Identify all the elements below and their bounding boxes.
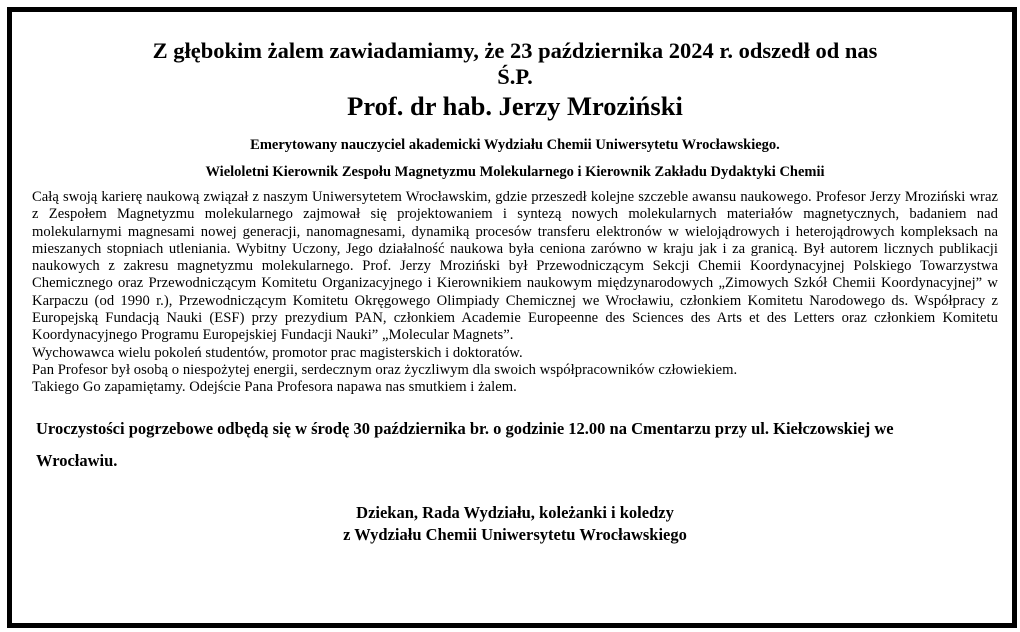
biography-paragraph-career: Całą swoją karierę naukową związał z naszym Uniwersytetem Wrocławskim, gdzie przeszedł kolejne szczeble awansu naukowego. Profesor Jerzy Mroziński wraz z Zespołem Magnetyzmu molekularnego zajmował się projektowaniem i syntezą nowych molekularnych materiałów magnetycznych, badaniem nad molekularnymi magnesami nowej generacji, nanomagnesami, dynamiką procesów transferu elektronów w wielojądrowych i heterojądrowych kompleksach na mieszanych stopniach utleniania. Wybitny Uczony, Jego działalność naukowa była ceniona zarówno w kraju jak i za granicą. Był autorem licznych publikacji naukowych z zakresu magnetyzmu molekularnego. Prof. Jerzy Mroziński był Przewodniczącym Sekcji Chemii Koordynacyjnej Polskiego Towarzystwa Chemicznego oraz Przewodniczącym Komitetu Organizacyjnego i Kierownikiem naukowym międzynarodowych „Zimowych Szkół Chemii Koordynacyjnej” w Karpaczu (od 1990 r.), Przewodniczącym Komitetu Okręgowego Olimpiady Chemicznej we Wrocławiu, członkiem Komitetu Narodowego ds. Współpracy z Europejską Fundacją Nauki (ESF) przy prezydium PAN, członkiem Academie Europeenne des Sciences des Arts et des Letters oraz członkiem Komitetu Koordynacyjnego Programu Europejskiej Fundacji Nauki” „Molecular Magnets”. [32, 189, 998, 344]
biography-paragraph-mentor: Wychowawca wielu pokoleń studentów, promotor prac magisterskich i doktoratów. [32, 344, 523, 361]
deceased-name: Prof. dr hab. Jerzy Mroziński [347, 91, 683, 121]
signature-line-1: Dziekan, Rada Wydziału, koleżanki i koledzy [356, 502, 674, 522]
sp-abbreviation: Ś.P. [497, 64, 533, 89]
signature-block [32, 502, 998, 546]
obituary-content [32, 38, 998, 546]
biography [32, 189, 998, 397]
funeral-announcement: Uroczystości pogrzebowe odbędą się w środę 30 października br. o godzinie 12.00 na Cmentarzu przy ul. Kiełczowskiej we Wrocławiu. [36, 418, 894, 470]
headline: Z głębokim żalem zawiadamiamy, że 23 października 2024 r. odszedł od nas [152, 38, 878, 63]
signature-line-2: z Wydziału Chemii Uniwersytetu Wrocławskiego [343, 524, 687, 544]
subtitle-role: Wieloletni Kierownik Zespołu Magnetyzmu Molekularnego i Kierownik Zakładu Dydaktyki Chemii [205, 164, 825, 180]
subtitle-position: Emerytowany nauczyciel akademicki Wydziału Chemii Uniwersytetu Wrocławskiego. [250, 137, 780, 153]
biography-paragraph-character: Pan Profesor był osobą o niespożytej energii, serdecznym oraz życzliwym dla swoich współpracowników człowiekiem. [32, 361, 738, 378]
obituary-frame [7, 7, 1017, 628]
biography-paragraph-remembrance: Takiego Go zapamiętamy. Odejście Pana Profesora napawa nas smutkiem i żalem. [32, 379, 517, 396]
